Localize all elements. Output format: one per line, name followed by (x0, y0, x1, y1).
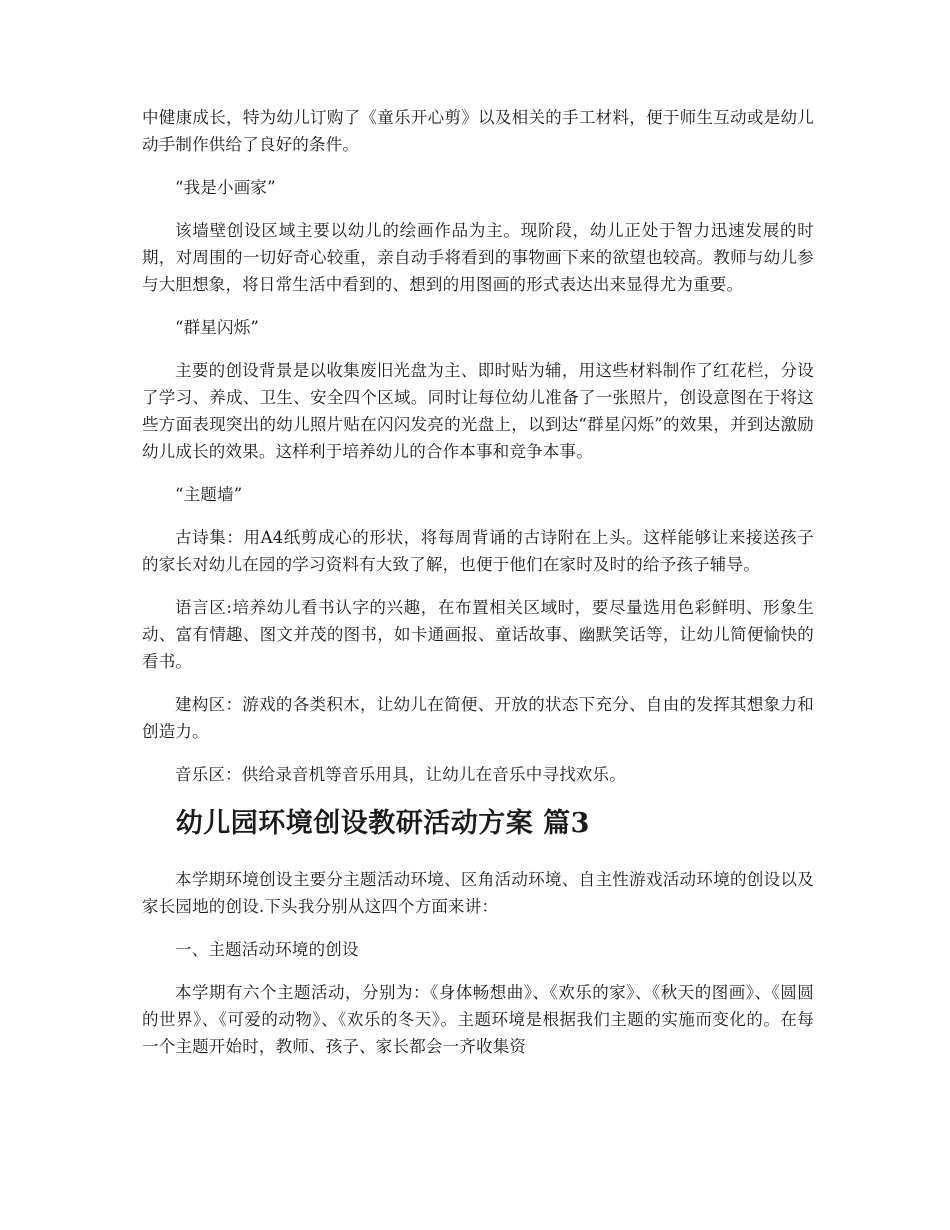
section-title-little-painter: “我是小画家” (175, 178, 276, 197)
section-title-theme-wall: “主题墙” (175, 485, 243, 504)
paragraph-language-area: 语言区:培养幼儿看书认字的兴趣，在布置相关区域时，要尽量选用色彩鲜明、形象生动、富有情趣、图文并茂的图书，如卡通画报、童话故事、幽默笑话等，让幼儿简便愉快的看书。 (142, 598, 814, 671)
paragraph-poems: 古诗集：用A4纸剪成心的形状，将每周背诵的古诗附在上头。这样能够让来接送孩子的家长对幼儿在园的学习资料有大致了解，也便于他们在家时及时的给予孩子辅导。 (142, 528, 814, 574)
document-page (142, 104, 814, 1076)
paragraph-construction-area: 建构区：游戏的各类积木，让幼儿在简便、开放的状态下充分、自由的发挥其想象力和创造力。 (142, 695, 814, 741)
paragraph-continuation: 中健康成长，特为幼儿订购了《童乐开心剪》以及相关的手工材料，便于师生互动或是幼儿动手制作供给了良好的条件。 (142, 108, 814, 154)
section-title-stars: “群星闪烁” (175, 318, 260, 337)
paragraph-little-painter: 该墙壁创设区域主要以幼儿的绘画作品为主。现阶段，幼儿正处于智力迅速发展的时期，对周围的一切好奇心较重，亲自动手将看到的事物画下来的欲望也较高。教师与幼儿参与大胆想象，将日常生活中看到的、想到的用图画的形式表达出来显得尤为重要。 (142, 221, 814, 294)
paragraph-themes: 本学期有六个主题活动，分别为：《身体畅想曲》、《欢乐的家》、《秋天的图画》、《圆圆的世界》、《可爱的动物》、《欢乐的冬天》。主题环境是根据我们主题的实施而变化的。在每一个主题开始时，教师、孩子、家长都会一齐收集资 (142, 983, 814, 1056)
paragraph-intro: 本学期环境创设主要分主题活动环境、区角活动环境、自主性游戏活动环境的创设以及家长园地的创设.下头我分别从这四个方面来讲： (142, 870, 814, 916)
chapter-heading: 幼儿园环境创设教研活动方案 篇3 (175, 808, 590, 839)
paragraph-stars: 主要的创设背景是以收集废旧光盘为主、即时贴为辅，用这些材料制作了红花栏，分设了学习、养成、卫生、安全四个区域。同时让每位幼儿准备了一张照片，创设意图在于将这些方面表现突出的幼儿照片贴在闪闪发亮的光盘上，以到达“群星闪烁”的效果，并到达激励幼儿成长的效果。这样利于培养幼儿的合作本事和竞争本事。 (142, 361, 814, 461)
subsection-title: 一、主题活动环境的创设 (175, 940, 359, 959)
paragraph-music-area: 音乐区：供给录音机等音乐用具，让幼儿在音乐中寻找欢乐。 (175, 765, 626, 784)
